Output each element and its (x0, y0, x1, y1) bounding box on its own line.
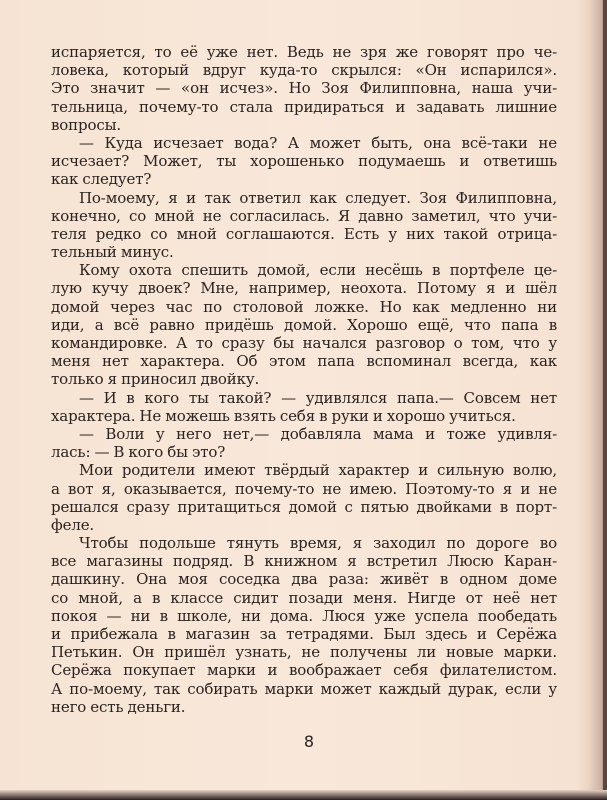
text-line: меня нет характера. Об этом папа вспоминал всегда, как (51, 352, 557, 371)
text-line: Петькин. Он пришёл узнать, не получены ли новые марки. (51, 643, 557, 662)
text-line: ловека, который вдруг куда-то скрылся: «Он испарился». (51, 61, 557, 80)
text-line: лась: — В кого бы это? (51, 443, 226, 462)
paragraph (51, 134, 557, 189)
text-line: Мои родители имеют твёрдый характер и сильную волю, (79, 461, 557, 480)
text-line: покоя — ни в школе, ни дома. Люся уже успела пообедать (51, 606, 557, 625)
text-line: командировке. А то сразу бы начался разговор о том, что у (51, 334, 557, 352)
text-line: вопросы. (51, 115, 122, 134)
paragraph (51, 425, 557, 461)
text-line: — Воли у него нет,— добавляла мама и тоже удивля- (79, 424, 557, 443)
text-line: со мной, а в классе сидит позади меня. Нигде от неё нет (51, 588, 557, 607)
page-number: 8 (303, 732, 315, 751)
text-line: иди, а всё равно придёшь домой. Хорошо ещё, что папа в (51, 315, 557, 334)
book-bottom-edge (0, 790, 607, 800)
text-line: — И в кого ты такой? — удивлялся папа.— Совсем нет (79, 388, 557, 407)
text-line: теля редко со мной соглашаются. Есть у них такой отрица- (51, 224, 557, 243)
paragraph (51, 261, 557, 388)
text-line: только я приносил двойку. (51, 370, 260, 389)
text-line: него есть деньги. (51, 697, 186, 716)
paragraph (51, 534, 557, 716)
text-line: конечно, со мной не согласилась. Я давно заметил, что учи- (51, 206, 557, 225)
text-line: По-моему, я и так ответил как следует. Зоя Филипповна, (79, 188, 557, 207)
text-line: дашкину. Она моя соседка два раза: живёт в одном доме (51, 570, 557, 589)
text-line: испаряется, то её уже нет. Ведь не зря же говорят про че- (51, 43, 557, 61)
text-line: феле. (51, 515, 95, 534)
paragraph (51, 389, 557, 425)
text-line: — Куда исчезает вода? А может быть, она всё-таки не (79, 133, 557, 152)
text-line: Кому охота спешить домой, если несёшь в портфеле це- (79, 261, 557, 280)
text-line: Чтобы подольше тянуть время, я заходил по дороге во (79, 534, 557, 553)
text-line: решался сразу притащиться домой с пятью двойками в порт- (51, 497, 557, 516)
page-body (51, 43, 557, 716)
text-line: все магазины подряд. В книжном я встретил Люсю Каран- (51, 552, 557, 571)
text-line: и прибежала в магазин за тетрадями. Был здесь и Серёжа (51, 625, 557, 643)
text-line: как следует? (51, 170, 152, 189)
text-line: тельный минус. (51, 243, 174, 262)
paragraph (51, 43, 557, 134)
book-spine-edge (603, 0, 607, 800)
text-line: исчезает? Может, ты хорошенько подумаешь и ответишь (51, 152, 557, 171)
text-line: лую кучу двоек? Мне, например, неохота. Потому я и шёл (51, 279, 557, 298)
text-line: А по-моему, так собирать марки может каждый дурак, если у (51, 679, 557, 698)
text-line: Это значит — «он исчез». Но Зоя Филипповна, наша учи- (51, 79, 557, 98)
text-line: характера. Не можешь взять себя в руки и хорошо учиться. (51, 406, 516, 425)
text-line: домой через час по столовой ложке. Но как медленно ни (51, 297, 557, 316)
text-line: тельница, почему-то стала придираться и задавать лишние (51, 97, 557, 116)
paragraph (51, 461, 557, 534)
text-line: а вот я, оказывается, почему-то не имею. Поэтому-то я и не (51, 479, 557, 498)
paragraph (51, 189, 557, 262)
text-line: Серёжа покупает марки и воображает себя филателистом. (51, 661, 557, 680)
